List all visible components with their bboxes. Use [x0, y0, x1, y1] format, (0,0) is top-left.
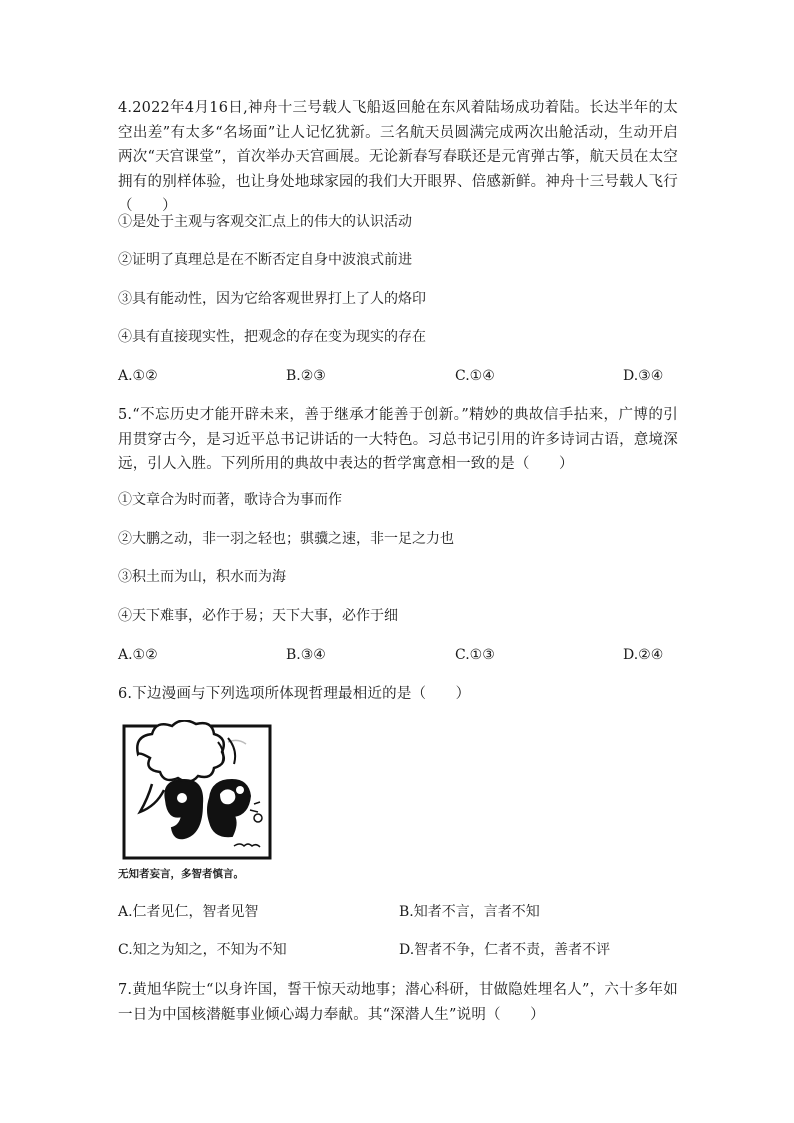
question-6-stem: 6.下边漫画与下列选项所体现哲理最相近的是（ ） — [118, 686, 471, 702]
question-5-statement-4: ④天下难事，必作于易；天下大事，必作于细 — [118, 608, 398, 624]
question-4-option-a[interactable]: A.①② — [118, 368, 158, 384]
question-4-statement-4: ④具有直接现实性，把观念的存在变为现实的存在 — [118, 329, 426, 345]
question-6-options-row-2 — [118, 940, 678, 960]
question-4-option-c[interactable]: C.①④ — [455, 368, 495, 384]
question-5-option-a[interactable]: A.①② — [118, 647, 158, 663]
question-6-option-a[interactable]: A.仁者见仁，智者见智 — [118, 904, 259, 920]
question-7-stem: 7.黄旭华院士“以身许国，誓干惊天动地事；潜心科研，甘做隐姓埋名人”，六十多年如一日为中国核潜艇事业倾心竭力奉献。其“深潜人生”说明（ ） — [118, 982, 678, 1023]
cartoon-drawing — [118, 720, 278, 870]
question-4-statement-1: ①是处于主观与客观交汇点上的伟大的认识活动 — [118, 214, 412, 230]
question-5-option-b[interactable]: B.③④ — [286, 647, 326, 663]
cartoon-caption: 无知者妄言，多智者慎言。 — [118, 868, 244, 880]
question-5-statement-3: ③积土而为山，积水而为海 — [118, 569, 286, 585]
question-6-option-d[interactable]: D.智者不争，仁者不责，善者不评 — [399, 942, 611, 958]
question-5-stem: 5.“不忘历史才能开辟未来，善于继承才能善于创新。”精妙的典故信手拈来，广博的引用贯穿古今，是习近平总书记讲话的一大特色。习总书记引用的许多诗词古语，意境深远，引人入胜。下列所用的典故中表达的哲学寓意相一致的是（ ） — [118, 407, 678, 472]
question-4-options — [118, 366, 670, 386]
question-6-option-c[interactable]: C.知之为知之，不知为不知 — [118, 942, 287, 958]
question-5-option-c[interactable]: C.①③ — [455, 647, 495, 663]
question-5-statement-2: ②大鹏之动，非一羽之轻也；骐骥之速，非一足之力也 — [118, 531, 454, 547]
question-6-option-b[interactable]: B.知者不言，言者不知 — [399, 904, 540, 920]
question-5-options — [118, 645, 670, 665]
question-4-option-d[interactable]: D.③④ — [623, 368, 664, 384]
question-4-statement-2: ②证明了真理总是在不断否定自身中波浪式前进 — [118, 252, 412, 268]
question-4-option-b[interactable]: B.②③ — [286, 368, 326, 384]
question-5-statement-1: ①文章合为时而著，歌诗合为事而作 — [118, 492, 342, 508]
question-5-option-d[interactable]: D.②④ — [623, 647, 664, 663]
question-6-options-row-1 — [118, 902, 678, 922]
question-4-stem: 4.2022年4月16日,神舟十三号载人飞船返回舱在东风着陆场成功着陆。长达半年的太空出差”有太多“名场面”让人记忆犹新。三名航天员圆满完成两次出舱活动，生动开启两次“天宫课堂”，首次举办天宫画展。无论新春写春联还是元宵弹古筝，航天员在太空拥有的别样体验，也让身处地球家园的我们大开眼界、倍感新鲜。神舟十三号载人飞行（ ） — [118, 100, 678, 214]
question-4-statement-3: ③具有能动性，因为它给客观世界打上了人的烙印 — [118, 291, 426, 307]
